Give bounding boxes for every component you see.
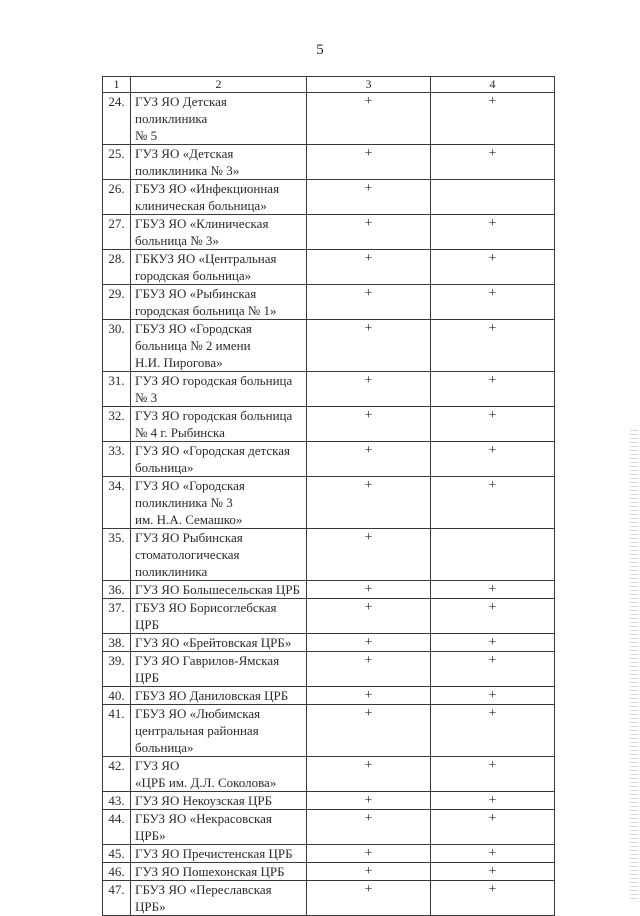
institution-name	[131, 581, 307, 599]
institution-name	[131, 407, 307, 442]
row-number: 31.	[103, 372, 131, 407]
table-row	[103, 372, 555, 407]
institution-name-line: ГУЗ ЯО «Городская детская	[135, 443, 290, 458]
row-number: 36.	[103, 581, 131, 599]
institution-name-line: ГБУЗ ЯО «Клиническая	[135, 216, 269, 231]
col4-mark: +	[431, 93, 555, 145]
row-number: 24.	[103, 93, 131, 145]
institution-name	[131, 180, 307, 215]
institution-name-line: ГБУЗ ЯО «Рыбинская	[135, 286, 257, 301]
header-col-3: 3	[307, 77, 431, 93]
row-number: 27.	[103, 215, 131, 250]
table-row	[103, 634, 555, 652]
institution-name-line: Н.И. Пирогова»	[135, 355, 223, 370]
table-row	[103, 581, 555, 599]
row-number: 33.	[103, 442, 131, 477]
institution-name	[131, 634, 307, 652]
institution-name-line: ГУЗ ЯО городская больница	[135, 408, 293, 423]
table-body	[103, 77, 555, 916]
institution-name-line: ГУЗ ЯО «Брейтовская ЦРБ»	[135, 635, 292, 650]
col4-mark: +	[431, 250, 555, 285]
institution-name	[131, 863, 307, 881]
row-number: 28.	[103, 250, 131, 285]
table-row	[103, 250, 555, 285]
institution-name	[131, 320, 307, 372]
col4-mark: +	[431, 863, 555, 881]
row-number: 42.	[103, 757, 131, 792]
institution-name-line: поликлиника	[135, 564, 208, 579]
institution-name	[131, 372, 307, 407]
row-number: 47.	[103, 881, 131, 916]
col3-mark: +	[307, 863, 431, 881]
row-number: 40.	[103, 687, 131, 705]
col4-mark: +	[431, 687, 555, 705]
institution-name-line: стоматологическая	[135, 547, 240, 562]
table-row	[103, 285, 555, 320]
row-number: 35.	[103, 529, 131, 581]
institution-name-line: им. Н.А. Семашко»	[135, 512, 243, 527]
row-number: 34.	[103, 477, 131, 529]
col3-mark: +	[307, 529, 431, 581]
col3-mark: +	[307, 215, 431, 250]
col3-mark: +	[307, 477, 431, 529]
col3-mark: +	[307, 285, 431, 320]
col3-mark: +	[307, 581, 431, 599]
institution-name-line: ГУЗ ЯО городская больница	[135, 373, 293, 388]
institution-name-line: № 5	[135, 128, 158, 143]
col4-mark: +	[431, 599, 555, 634]
col3-mark: +	[307, 180, 431, 215]
table-row	[103, 477, 555, 529]
row-number: 46.	[103, 863, 131, 881]
col3-mark: +	[307, 372, 431, 407]
table-row	[103, 215, 555, 250]
institution-name-line: ГУЗ ЯО Пречистенская ЦРБ	[135, 846, 293, 861]
institution-name-line: ГУЗ ЯО Гаврилов-Ямская ЦРБ	[135, 653, 280, 685]
institution-name	[131, 881, 307, 916]
institution-name	[131, 792, 307, 810]
col4-mark: +	[431, 215, 555, 250]
table-row	[103, 407, 555, 442]
institution-name	[131, 477, 307, 529]
institution-name	[131, 845, 307, 863]
institution-name	[131, 93, 307, 145]
row-number: 45.	[103, 845, 131, 863]
row-number: 37.	[103, 599, 131, 634]
institution-name	[131, 285, 307, 320]
col4-mark: +	[431, 145, 555, 180]
table-row	[103, 529, 555, 581]
table-header-row	[103, 77, 555, 93]
institution-name-line: ГБУЗ ЯО «Переславская ЦРБ»	[135, 882, 272, 914]
institution-name-line: ГУЗ ЯО	[135, 758, 180, 773]
institution-name-line: ГУЗ ЯО «Городская	[135, 478, 245, 493]
table-row	[103, 652, 555, 687]
table-row	[103, 863, 555, 881]
row-number: 30.	[103, 320, 131, 372]
col3-mark: +	[307, 145, 431, 180]
table-row	[103, 757, 555, 792]
institution-name-line: ГУЗ ЯО «Детская	[135, 146, 234, 161]
col3-mark: +	[307, 407, 431, 442]
institution-name	[131, 652, 307, 687]
institution-name-line: ГУЗ ЯО Детская поликлиника	[135, 94, 227, 126]
row-number: 44.	[103, 810, 131, 845]
institution-name-line: ГБУЗ ЯО «Некрасовская ЦРБ»	[135, 811, 272, 843]
institution-name	[131, 442, 307, 477]
table-row	[103, 881, 555, 916]
institution-name-line: «ЦРБ им. Д.Л. Соколова»	[135, 775, 277, 790]
col3-mark: +	[307, 687, 431, 705]
table-row	[103, 599, 555, 634]
institution-name-line: клиническая больница»	[135, 198, 267, 213]
institution-name-line: ГБУЗ ЯО «Инфекционная	[135, 181, 280, 196]
col3-mark: +	[307, 757, 431, 792]
institution-name-line: № 4 г. Рыбинска	[135, 425, 225, 440]
institution-name-line: ГБУЗ ЯО «Городская	[135, 321, 252, 336]
header-col-2: 2	[131, 77, 307, 93]
table-row	[103, 810, 555, 845]
institution-name-line: ГУЗ ЯО Пошехонская ЦРБ	[135, 864, 285, 879]
institution-name-line: ГУЗ ЯО Большесельская ЦРБ	[135, 582, 301, 597]
institution-name-line: ГБУЗ ЯО Борисоглебская ЦРБ	[135, 600, 277, 632]
row-number: 32.	[103, 407, 131, 442]
table-row	[103, 845, 555, 863]
col4-mark: +	[431, 845, 555, 863]
col4-mark: +	[431, 757, 555, 792]
institution-name-line: больница № 2 имени	[135, 338, 251, 353]
table-row	[103, 705, 555, 757]
institution-name-line: ГБУЗ ЯО Даниловская ЦРБ	[135, 688, 289, 703]
institution-name	[131, 529, 307, 581]
table-row	[103, 687, 555, 705]
col3-mark: +	[307, 792, 431, 810]
table-row	[103, 442, 555, 477]
institution-name	[131, 810, 307, 845]
institution-name-line: центральная районная	[135, 723, 259, 738]
col4-mark: +	[431, 581, 555, 599]
institution-name-line: городская больница»	[135, 268, 252, 283]
col4-mark: +	[431, 442, 555, 477]
col4-mark: +	[431, 320, 555, 372]
row-number: 26.	[103, 180, 131, 215]
col3-mark: +	[307, 881, 431, 916]
col3-mark: +	[307, 93, 431, 145]
col4-mark: +	[431, 407, 555, 442]
institution-name-line: ГБКУЗ ЯО «Центральная	[135, 251, 277, 266]
institution-name-line: поликлиника № 3	[135, 495, 233, 510]
institution-name-line: № 3	[135, 390, 158, 405]
row-number: 41.	[103, 705, 131, 757]
institution-name	[131, 215, 307, 250]
institution-name-line: ГБУЗ ЯО «Любимская	[135, 706, 261, 721]
col3-mark: +	[307, 705, 431, 757]
col4-mark: +	[431, 810, 555, 845]
table-row	[103, 93, 555, 145]
institution-name-line: больница»	[135, 460, 194, 475]
col4-mark: +	[431, 881, 555, 916]
col3-mark: +	[307, 320, 431, 372]
institution-name	[131, 757, 307, 792]
institution-name-line: городская больница № 1»	[135, 303, 277, 318]
col3-mark: +	[307, 250, 431, 285]
col3-mark: +	[307, 442, 431, 477]
institution-name-line: больница»	[135, 740, 194, 755]
col3-mark: +	[307, 599, 431, 634]
col4-mark: +	[431, 372, 555, 407]
row-number: 39.	[103, 652, 131, 687]
col4-mark: +	[431, 285, 555, 320]
row-number: 25.	[103, 145, 131, 180]
col3-mark: +	[307, 845, 431, 863]
table-row	[103, 145, 555, 180]
row-number: 38.	[103, 634, 131, 652]
header-col-1: 1	[103, 77, 131, 93]
col4-mark	[431, 180, 555, 215]
institution-name	[131, 705, 307, 757]
page-number: 5	[316, 42, 324, 58]
institution-name-line: ГУЗ ЯО Рыбинская	[135, 530, 243, 545]
institution-name	[131, 687, 307, 705]
institution-name-line: ГУЗ ЯО Некоузская ЦРБ	[135, 793, 273, 808]
scan-edge-artifact	[630, 430, 638, 900]
row-number: 29.	[103, 285, 131, 320]
col3-mark: +	[307, 652, 431, 687]
table-row	[103, 792, 555, 810]
row-number: 43.	[103, 792, 131, 810]
col3-mark: +	[307, 634, 431, 652]
col3-mark: +	[307, 810, 431, 845]
col4-mark	[431, 529, 555, 581]
col4-mark: +	[431, 477, 555, 529]
institutions-table	[102, 76, 555, 916]
institution-name-line: больница № 3»	[135, 233, 219, 248]
table-row	[103, 180, 555, 215]
col4-mark: +	[431, 652, 555, 687]
col4-mark: +	[431, 792, 555, 810]
institution-name	[131, 599, 307, 634]
table-row	[103, 320, 555, 372]
institution-name	[131, 145, 307, 180]
institution-name-line: поликлиника № 3»	[135, 163, 240, 178]
header-col-4: 4	[431, 77, 555, 93]
col4-mark: +	[431, 634, 555, 652]
institution-name	[131, 250, 307, 285]
col4-mark: +	[431, 705, 555, 757]
